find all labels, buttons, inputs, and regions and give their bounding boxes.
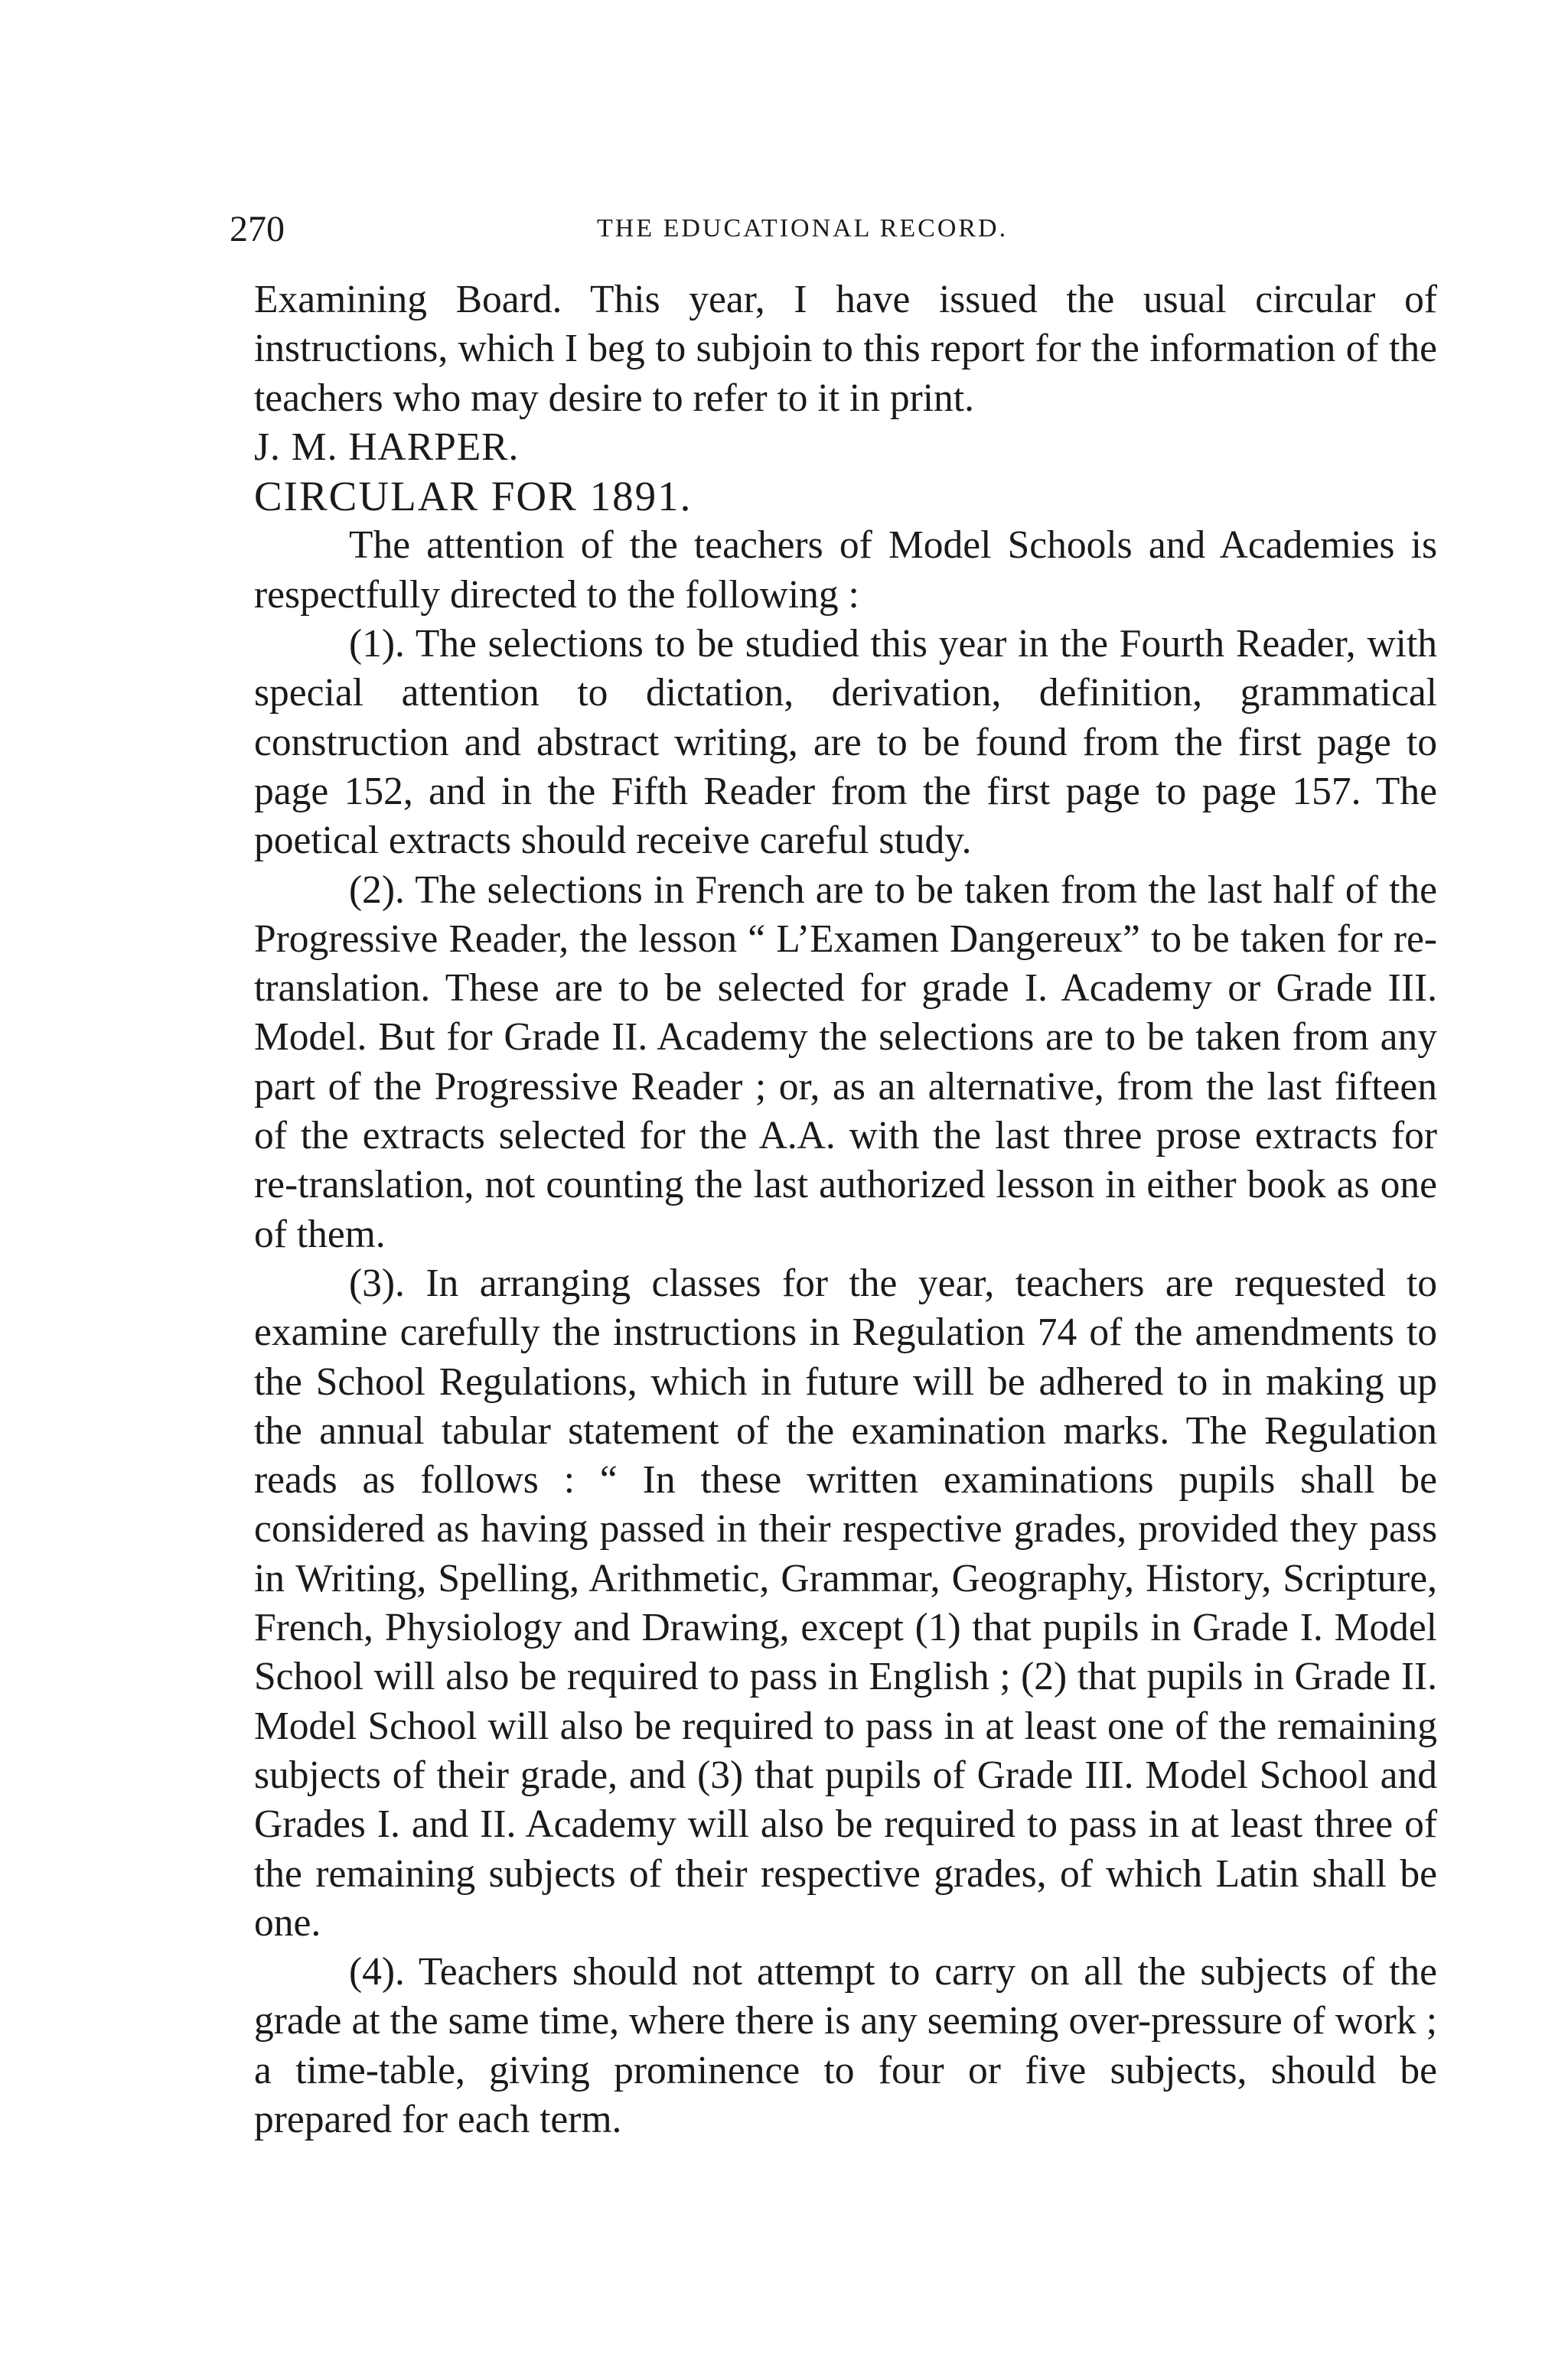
item-2-paragraph: (2). The selections in French are to be taken from the last half of the Progressive Reader, the lesson “ L’Examen Dangereux” to be taken for re-translation. These are to be selected for grade I. Academy or Grade III. Model. But for Grade II. Academy the selections are to be taken from any part of the Progressive Reader ; or, as an alternative, from the last fifteen of the extracts selected for the A.A. with the last three prose extracts for re-translation, not counting the last authorized lesson in either book as one of them. xyxy=(254,868,1437,1256)
item-1-paragraph: (1). The selections to be studied this year in the Fourth Reader, with special attention to dictation, derivation, definition, grammatical construction and abstract writing, are to be found from the first page to page 152, and in the Fifth Reader from the first page to page 157. The poetical extracts should receive careful study. xyxy=(254,622,1437,863)
signature: J. M. HARPER. xyxy=(254,425,520,469)
opening-paragraph: Examining Board. This year, I have issued the usual circular of instructions, which I beg to subjoin to this report for the information of the teachers who may desire to refer to it in print. xyxy=(254,278,1437,420)
running-title: THE EDUCATIONAL RECORD. xyxy=(597,214,1009,243)
item-4-paragraph: (4). Teachers should not attempt to carry on all the subjects of the grade at the same time, where there is any seeming over-pressure of work ; a time-table, giving prominence to four or five subjects, should be prepared for each term. xyxy=(254,1950,1437,2141)
page-header xyxy=(230,208,1439,254)
item-3-paragraph: (3). In arranging classes for the year, teachers are requested to examine carefully the instructions in Regulation 74 of the amendments to the School Regulations, which in future will be adhered to in making up the annual tabular statement of the examination marks. The Regulation reads as follows : “ In these written examinations pupils shall be considered as having passed in their respective grades, provided they pass in Writing, Spelling, Arithmetic, Grammar, Geography, History, Scripture, French, Physiology and Drawing, except (1) that pupils in Grade I. Model School will also be required to pass in English ; (2) that pupils in Grade II. Model School will also be required to pass in at least one of the remaining subjects of their grade, and (3) that pupils of Grade III. Model School and Grades I. and II. Academy will also be required to pass in at least three of the remaining subjects of their respective grades, of which Latin shall be one. xyxy=(254,1261,1437,1945)
body-text xyxy=(254,275,1437,2144)
intro-paragraph: The attention of the teachers of Model Schools and Academies is respectfully directed to the following : xyxy=(254,523,1437,617)
circular-title: CIRCULAR FOR 1891. xyxy=(254,473,693,520)
page-number: 270 xyxy=(230,209,285,249)
